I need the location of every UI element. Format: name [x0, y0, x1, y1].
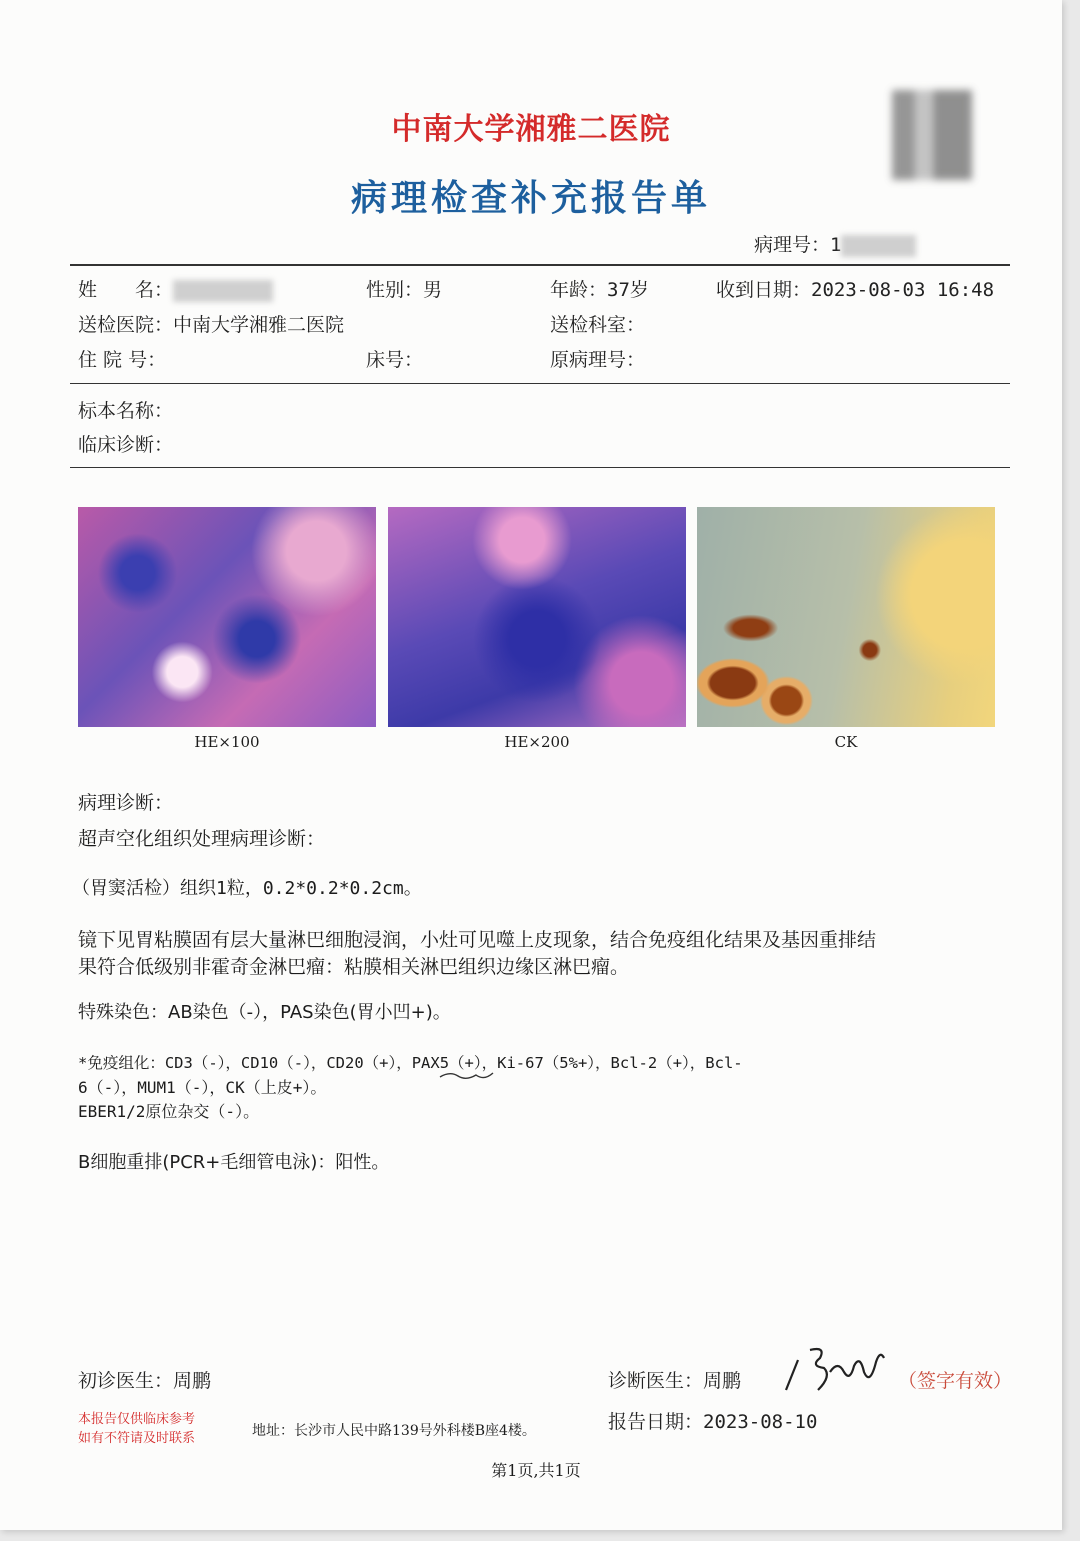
report-title: 病理检查补充报告单 [350, 177, 711, 219]
bed-number: 床号： [366, 349, 424, 371]
clinical-diagnosis: 临床诊断： [78, 434, 174, 456]
hospital-address: 地址：长沙市人民中路139号外科楼B座4楼。 [252, 1423, 536, 1439]
signature-valid-note: （签字有效） [898, 1370, 1013, 1392]
diagnosis-findings-1: 镜下见胃粘膜固有层大量淋巴细胞浸润，小灶可见噬上皮现象，结合免疫组化结果及基因重排结 [78, 929, 877, 951]
micrograph-he-200 [388, 507, 686, 727]
disclaimer-note: 本报告仅供临床参考 如有不符请及时联系 [78, 1412, 196, 1446]
diagnosing-doctor: 诊断医生：周鹏 [608, 1370, 742, 1392]
redacted-name [173, 280, 273, 302]
patient-sex: 性别：男 [366, 279, 443, 301]
handwritten-underline [438, 1067, 508, 1083]
received-date: 收到日期：2023-08-03 16:48 [716, 279, 995, 301]
redacted-pathology-number [841, 235, 916, 257]
caption-ck: CK [834, 733, 858, 751]
immunohistochemistry-1: *免疫组化：CD3（-），CD10（-），CD20（+），PAX5（+），Ki-67（5%+），Bcl-2（+），Bcl- [78, 1054, 743, 1072]
diagnosis-method: 超声空化组织处理病理诊断： [78, 828, 326, 850]
immunohistochemistry-2: 6（-），MUM1（-），CK（上皮+）。 [78, 1078, 327, 1097]
initial-doctor: 初诊医生：周鹏 [78, 1370, 212, 1392]
eber-result: EBER1/2原位杂交（-）。 [78, 1102, 260, 1121]
diagnosis-specimen: （胃窦活检）组织1粒，0.2*0.2*0.2cm。 [72, 878, 422, 899]
patient-age: 年龄：37岁 [550, 279, 649, 301]
doctor-signature [780, 1342, 892, 1398]
specimen-name: 标本名称： [78, 400, 174, 422]
b-cell-rearrangement: B细胞重排(PCR+毛细管电泳)：阳性。 [78, 1152, 390, 1173]
micrograph-he-100 [78, 507, 376, 727]
original-pathology-number: 原病理号： [550, 349, 646, 371]
report-date: 报告日期：2023-08-10 [608, 1411, 818, 1433]
diagnosis-heading: 病理诊断： [78, 792, 174, 814]
submitting-hospital: 送检医院：中南大学湘雅二医院 [78, 314, 345, 336]
hospital-name: 中南大学湘雅二医院 [391, 112, 671, 147]
caption-he-100: HE×100 [194, 733, 260, 751]
special-stain: 特殊染色：AB染色（-），PAS染色(胃小凹+)。 [78, 1002, 451, 1023]
patient-divider [70, 383, 1010, 384]
page-number: 第1页,共1页 [491, 1461, 581, 1480]
submitting-department: 送检科室： [550, 314, 646, 336]
micrograph-ck [697, 507, 995, 727]
caption-he-200: HE×200 [504, 733, 570, 751]
specimen-divider [70, 467, 1010, 468]
inpatient-number: 住 院 号： [78, 349, 167, 371]
diagnosis-findings-2: 果符合低级别非霍奇金淋巴瘤：粘膜相关淋巴组织边缘区淋巴瘤。 [78, 956, 630, 978]
header-divider [70, 264, 1010, 266]
redacted-qr-code [892, 90, 972, 180]
patient-name: 姓 名： [78, 275, 273, 302]
pathology-number: 病理号：1 [754, 230, 916, 257]
